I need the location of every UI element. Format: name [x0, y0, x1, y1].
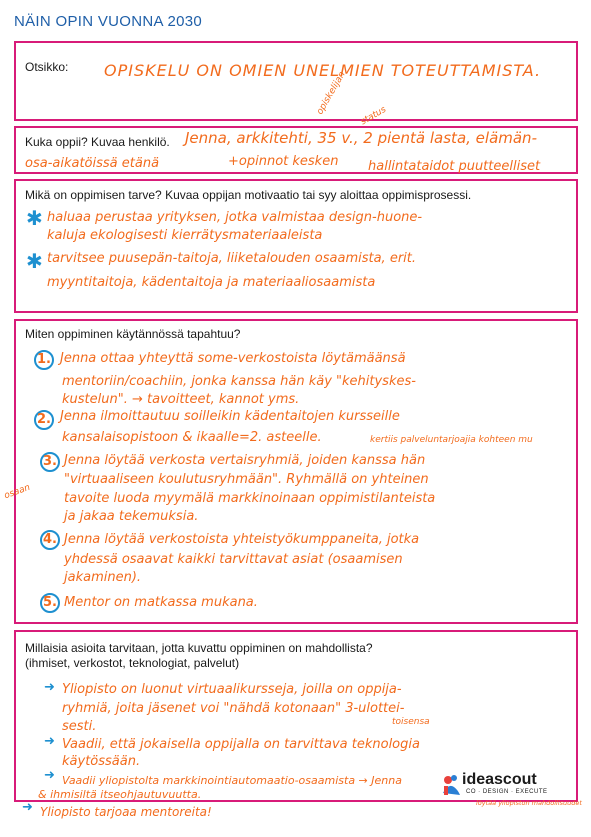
step4-line1: Jenna löytää verkostoista yhteistyökumppaneita, jotka: [64, 532, 420, 547]
step3-margin-note: osaan: [2, 482, 32, 502]
step-number-icon: 1.: [34, 350, 54, 370]
learner-line1: Jenna, arkkitehti, 35 v., 2 pientä lasta, elämän-: [185, 129, 537, 147]
page-title: NÄIN OPIN VUONNA 2030: [14, 13, 203, 30]
req-item1-line3: sesti.: [62, 719, 97, 734]
step3-line1: Jenna löytää verkosta vertaisryhmiä, joiden kanssa hän: [64, 453, 426, 468]
learner-note1: opiskelijan: [315, 70, 348, 117]
title-section: [14, 41, 578, 121]
step1-line1: Jenna ottaa yhteyttä some-verkostoista löytämäänsä: [60, 351, 406, 366]
learner-line2a: osa-aikatöissä etänä: [25, 156, 160, 171]
need-label: Mikä on oppimisen tarve? Kuvaa oppijan motivaatio tai syy aloittaa oppimisprosessi.: [25, 188, 472, 202]
req-item4-line1: Yliopisto tarjoaa mentoreita!: [40, 805, 212, 819]
step1-line2: mentoriin/coachiin, jonka kanssa hän käy "kehityskes-: [62, 374, 416, 389]
bullet-arrow-icon: ➜: [44, 768, 55, 783]
req-item2-line1: Vaadii, että jokaisella oppijalla on tarvittava teknologia: [62, 737, 420, 752]
step3-line4: ja jakaa tekemuksia.: [64, 509, 199, 524]
req-item1-line1: Yliopisto on luonut virtuaalikursseja, joilla on oppija-: [62, 682, 402, 697]
req-item3-note: löytää yliopiston mahdollisuudet: [476, 799, 582, 807]
learner-note2: status: [359, 104, 389, 128]
requirements-sublabel: (ihmiset, verkostot, teknologiat, palvelut): [25, 656, 240, 670]
bullet-arrow-icon: ➜: [44, 680, 55, 695]
step2-note: kertiis palveluntarjoajia kohteen mu: [370, 435, 533, 445]
step5-line1: Mentor on matkassa mukana.: [64, 595, 258, 610]
step2-line1: Jenna ilmoittautuu soilleikin kädentaitojen kursseille: [60, 409, 400, 424]
need-item2-line1: tarvitsee puusepän-taitoja, liiketalouden osaamista, erit.: [47, 251, 417, 266]
step2-line2: kansalaisopistoon & ikaalle=2. asteelle.: [62, 430, 322, 445]
step3-line2: "virtuaaliseen koulutusryhmään". Ryhmällä on yhteinen: [64, 472, 429, 487]
need-item2-line2: myyntitaitoja, kädentaitoja ja materiaaliosaamista: [47, 275, 376, 290]
req-item3-line2: & ihmisiltä itseohjautuvuutta.: [38, 788, 202, 801]
req-item1-line2: ryhmiä, joita jäsenet voi "nähdä kotonaan" 3-ulottei-: [62, 701, 405, 716]
learner-line2b: +opinnot kesken: [228, 154, 339, 169]
bullet-arrow-icon: ➜: [44, 734, 55, 749]
req-item3-line1: Vaadii yliopistolta markkinointiautomaatio-osaamista → Jenna: [62, 774, 402, 787]
title-label: Otsikko:: [25, 60, 69, 74]
bullet-star-icon: ✱: [26, 206, 43, 230]
req-item2-line2: käytössään.: [62, 754, 141, 769]
step-number-icon: 4.: [40, 530, 60, 550]
need-item1-line2: kaluja ekologisesti kierrätysmateriaaleista: [47, 228, 323, 243]
title-text: OPISKELU ON OMIEN UNELMIEN TOTEUTTAMISTA.: [104, 61, 542, 80]
step3-line3: tavoite luoda myymälä markkinoinaan oppimistilanteista: [64, 491, 436, 506]
need-item1-line1: haluaa perustaa yrityksen, jotka valmistaa design-huone-: [47, 210, 423, 225]
step-number-icon: 2.: [34, 410, 54, 430]
logo-tagline: CO · DESIGN · EXECUTE: [466, 789, 548, 795]
how-label: Miten oppiminen käytännössä tapahtuu?: [25, 327, 241, 341]
bullet-star-icon: ✱: [26, 249, 43, 273]
logo-name: ideascout: [462, 771, 537, 788]
learner-line2c: hallintataidot puutteelliset: [368, 159, 541, 174]
learner-label: Kuka oppii? Kuvaa henkilö.: [25, 135, 170, 149]
step4-line2: yhdessä osaavat kaikki tarvittavat asiat (osaamisen: [64, 552, 403, 567]
requirements-label: Millaisia asioita tarvitaan, jotta kuvattu oppiminen on mahdollista?: [25, 641, 373, 655]
step1-line3: kustelun". → tavoitteet, kannot yms.: [62, 392, 300, 407]
step4-line3: jakaminen).: [64, 570, 142, 585]
bullet-arrow-icon: ➜: [22, 800, 33, 815]
step-number-icon: 5.: [40, 593, 60, 613]
req-item1-note: toisensa: [392, 717, 430, 727]
step-number-icon: 3.: [40, 452, 60, 472]
